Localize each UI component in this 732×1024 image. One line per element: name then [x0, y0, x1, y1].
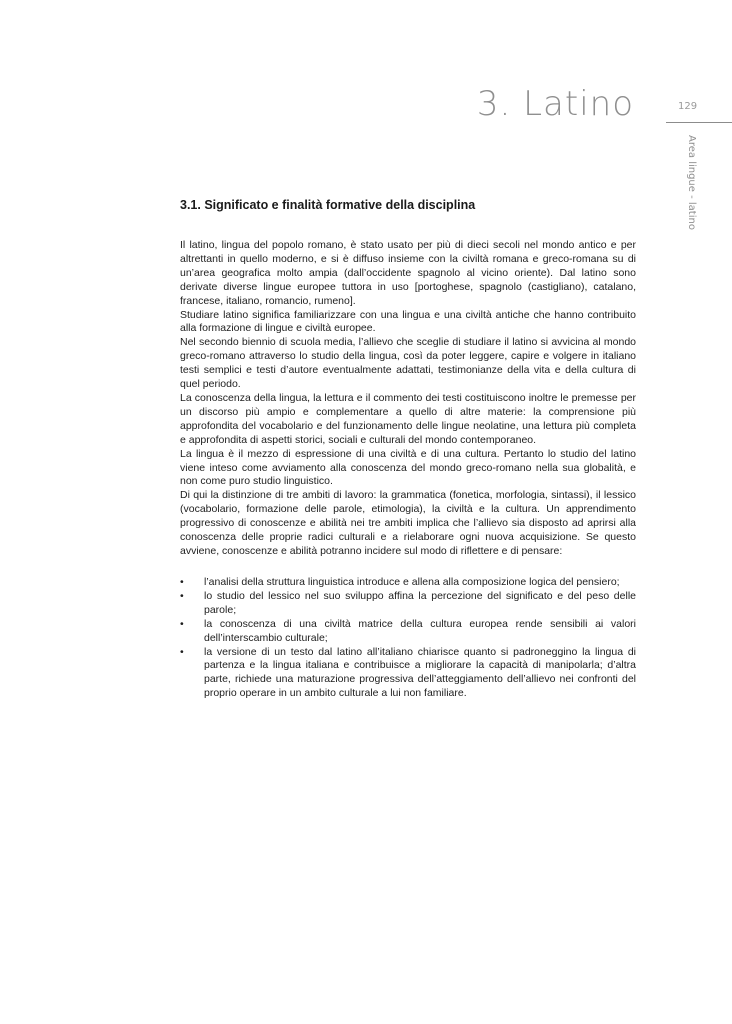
side-section-label: Area lingue - latino [686, 135, 697, 230]
section-heading: 3.1. Significato e finalità formative della disciplina [180, 198, 476, 212]
list-item: • la conoscenza di una civiltà matrice della cultura europea rende sensibili ai valori dell’interscambio culturale; [180, 618, 636, 646]
list-item: • l’analisi della struttura linguistica introduce e allena alla composizione logica del pensiero; [180, 576, 636, 590]
list-item: • la versione di un testo dal latino all’italiano chiarisce quanto si padroneggino la lingua di partenza e la lingua italiana e contribuisce a migliorare la capacità di manipolarla; d’altra parte, richiede una maturazione progressiva dell’atteggiamento dell’allievo nei confronti del proprio operare in un ambito culturale a lui non familiare. [180, 646, 636, 702]
paragraph: La conoscenza della lingua, la lettura e il commento dei testi costituiscono inoltre le premesse per un discorso più ampio e complementare a quello di altre materie: la comprensione più approfondita del vocabolario e del funzionamento delle lingue neolatine, una lettura più completa e approfondita di aspetti storici, sociali e culturali del mondo contemporaneo. [180, 391, 636, 446]
header-divider [666, 122, 732, 123]
list-item: • lo studio del lessico nel suo sviluppo affina la percezione del significato e del peso delle parole; [180, 590, 636, 618]
paragraph: Il latino, lingua del popolo romano, è stato usato per più di dieci secoli nel mondo antico e per altrettanti in quello moderno, e si è diffuso insieme con la civiltà romana e greco-romana su di un’area geografica molto ampia (dall’occidente spagnolo al vicino oriente). Dal latino sono derivate diverse lingue europee tuttora in uso [portoghese, spagnolo (castigliano), catalano, francese, italiano, romancio, rumeno]. [180, 239, 636, 307]
bullet-list [180, 576, 636, 701]
section-body [180, 239, 636, 559]
chapter-title: 3. Latino [476, 84, 634, 124]
paragraph: Studiare latino significa familiarizzare con una lingua e una civiltà antiche che hanno contribuito alla formazione di lingue e civiltà europee. [180, 308, 636, 335]
paragraph: La lingua è il mezzo di espressione di una civiltà e di una cultura. Pertanto lo studio del latino viene inteso come avviamento alla conoscenza del mondo greco-romano nella sua globalità, e non come puro studio linguistico. [180, 447, 636, 488]
paragraph: Di qui la distinzione di tre ambiti di lavoro: la grammatica (fonetica, morfologia, sintassi), il lessico (vocabolario, formazione delle parole, etimologia), la civiltà e la cultura. Un apprendimento progressivo di conoscenze e abilità nei tre ambiti implica che l’allievo sia disposto ad aprirsi alla conoscenza delle proprie radici culturali e a rielaborare ogni nuova acquisizione. Se questo avviene, conoscenze e abilità potranno incidere sul modo di riflettere e di pensare: [180, 489, 636, 557]
paragraph: Nel secondo biennio di scuola media, l’allievo che sceglie di studiare il latino si avvicina al mondo greco-romano attraverso lo studio della lingua, così da poter leggere, capire e volgere in italiano testi semplici e testi d’autore eventualmente adattati, testimonianze della vita e della cultura di quel periodo. [180, 336, 636, 391]
page-number: 129 [678, 101, 698, 112]
